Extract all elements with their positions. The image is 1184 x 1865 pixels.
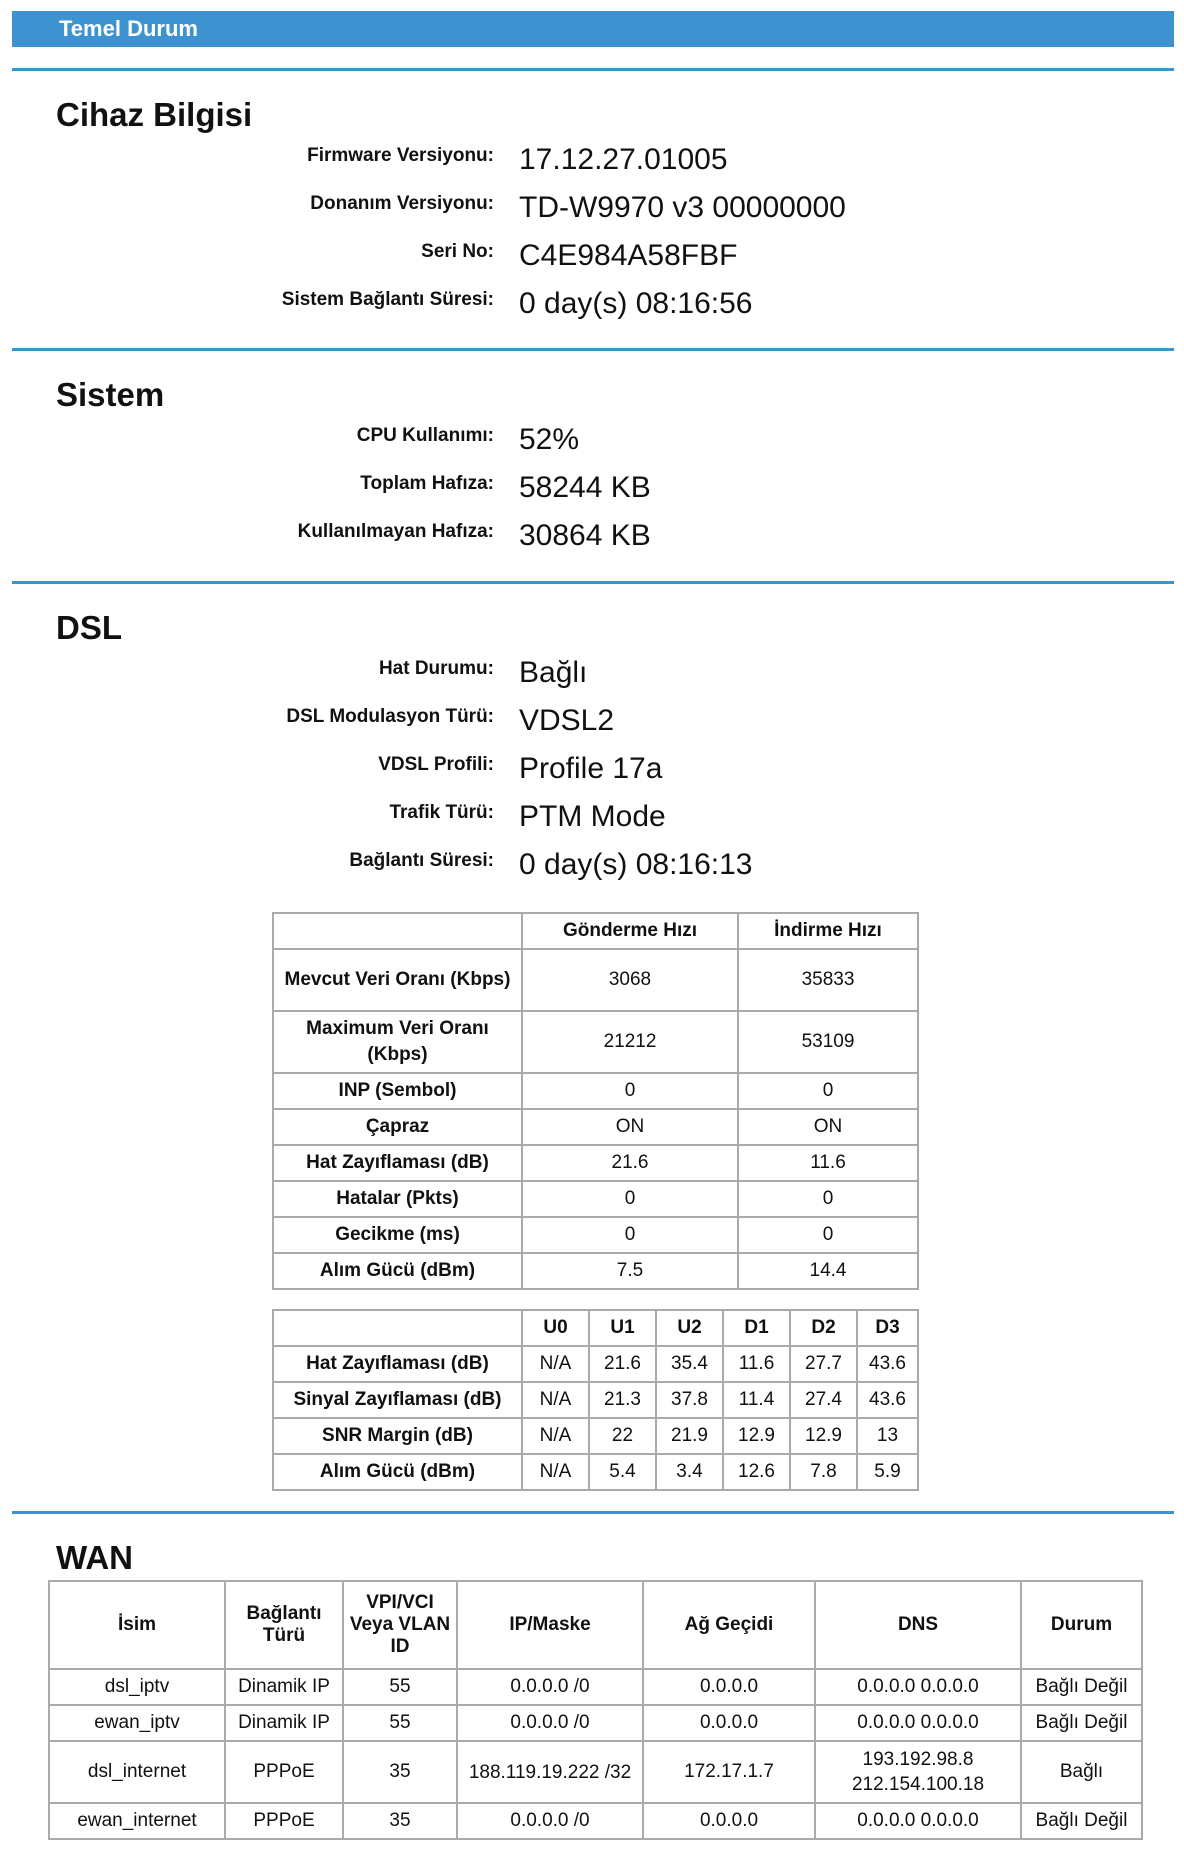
dsl-bands-table [272, 1309, 919, 1491]
table-row [273, 949, 918, 1011]
row-label: Gecikme (ms) [273, 1217, 522, 1253]
dsl-section-title: DSL [56, 609, 122, 646]
row-label: INP (Sembol) [273, 1073, 522, 1109]
band-cell: 43.6 [857, 1382, 918, 1418]
wan-name-cell: dsl_internet [49, 1741, 225, 1803]
system-section-title: Sistem [56, 376, 165, 413]
hardware-label: Donanım Versiyonu: [310, 193, 494, 214]
band-cell: N/A [522, 1418, 589, 1454]
table-row [49, 1803, 1142, 1839]
row-label: Alım Gücü (dBm) [273, 1454, 522, 1490]
page-header: Temel Durum [12, 11, 1174, 47]
wan-dns-cell: 193.192.98.8 212.154.100.18 [815, 1741, 1021, 1803]
row-label: Çapraz [273, 1109, 522, 1145]
wan-status-cell: Bağlı [1021, 1741, 1142, 1803]
table-row [273, 1073, 918, 1109]
row-label: Sinyal Zayıflaması (dB) [273, 1382, 522, 1418]
table-row [273, 1253, 918, 1289]
total-memory-value: 58244 KB [519, 471, 651, 504]
band-cell: 11.6 [723, 1346, 790, 1382]
band-cell: 7.8 [790, 1454, 857, 1490]
table-header-cell: U2 [656, 1310, 723, 1346]
free-memory-value: 30864 KB [519, 519, 651, 552]
traffic-type-value: PTM Mode [519, 800, 666, 833]
wan-table [48, 1580, 1143, 1840]
vdsl-profile-label: VDSL Profili: [378, 754, 494, 775]
table-header-cell: İsim [49, 1581, 225, 1669]
table-header-row [273, 913, 918, 949]
row-label: Hatalar (Pkts) [273, 1181, 522, 1217]
upstream-cell: 7.5 [522, 1253, 738, 1289]
table-row [273, 1217, 918, 1253]
connection-time-value: 0 day(s) 08:16:13 [519, 848, 753, 881]
line-status-value: Bağlı [519, 656, 588, 689]
band-cell: 27.4 [790, 1382, 857, 1418]
system-uptime-value: 0 day(s) 08:16:56 [519, 287, 753, 320]
table-row [49, 1705, 1142, 1741]
table-row [49, 1669, 1142, 1705]
band-cell: 22 [589, 1418, 656, 1454]
table-row [273, 1011, 918, 1073]
wan-name-cell: ewan_internet [49, 1803, 225, 1839]
table-header-cell: VPI/VCI Veya VLAN ID [343, 1581, 457, 1669]
table-header-cell: Ağ Geçidi [643, 1581, 815, 1669]
table-header-cell: U0 [522, 1310, 589, 1346]
band-cell: 27.7 [790, 1346, 857, 1382]
downstream-cell: 53109 [738, 1011, 918, 1073]
table-header-cell: D2 [790, 1310, 857, 1346]
wan-status-cell: Bağlı Değil [1021, 1803, 1142, 1839]
wan-vlan-cell: 35 [343, 1741, 457, 1803]
table-row [49, 1741, 1142, 1803]
wan-vlan-cell: 55 [343, 1669, 457, 1705]
upstream-cell: 3068 [522, 949, 738, 1011]
wan-ip-cell: 0.0.0.0 /0 [457, 1669, 643, 1705]
vdsl-profile-value: Profile 17a [519, 752, 663, 785]
total-memory-label: Toplam Hafıza: [360, 473, 494, 494]
system-uptime-label: Sistem Bağlantı Süresi: [281, 289, 494, 310]
wan-type-cell: Dinamik IP [225, 1705, 343, 1741]
upstream-cell: 21.6 [522, 1145, 738, 1181]
connection-time-label: Bağlantı Süresi: [349, 850, 494, 871]
device-section-title: Cihaz Bilgisi [56, 96, 253, 133]
band-cell: 35.4 [656, 1346, 723, 1382]
band-cell: N/A [522, 1346, 589, 1382]
band-cell: 37.8 [656, 1382, 723, 1418]
modulation-label: DSL Modulasyon Türü: [286, 706, 494, 727]
band-cell: 5.4 [589, 1454, 656, 1490]
table-header-cell: D3 [857, 1310, 918, 1346]
section-divider [12, 348, 1174, 351]
wan-ip-cell: 0.0.0.0 /0 [457, 1803, 643, 1839]
row-label: Hat Zayıflaması (dB) [273, 1145, 522, 1181]
section-divider [12, 581, 1174, 584]
band-cell: 5.9 [857, 1454, 918, 1490]
wan-gateway-cell: 0.0.0.0 [643, 1705, 815, 1741]
band-cell: 12.6 [723, 1454, 790, 1490]
table-header-cell: IP/Maske [457, 1581, 643, 1669]
downstream-cell: ON [738, 1109, 918, 1145]
modulation-value: VDSL2 [519, 704, 615, 737]
upstream-cell: 0 [522, 1181, 738, 1217]
row-label: Alım Gücü (dBm) [273, 1253, 522, 1289]
band-cell: N/A [522, 1382, 589, 1418]
row-label: Maximum Veri Oranı (Kbps) [273, 1011, 522, 1073]
wan-vlan-cell: 55 [343, 1705, 457, 1741]
band-cell: 21.9 [656, 1418, 723, 1454]
wan-vlan-cell: 35 [343, 1803, 457, 1839]
serial-label: Seri No: [421, 241, 494, 262]
band-cell: N/A [522, 1454, 589, 1490]
section-divider [12, 1511, 1174, 1514]
band-cell: 12.9 [790, 1418, 857, 1454]
table-row [273, 1109, 918, 1145]
table-row [273, 1382, 918, 1418]
upstream-cell: 21212 [522, 1011, 738, 1073]
wan-gateway-cell: 0.0.0.0 [643, 1803, 815, 1839]
upstream-cell: 0 [522, 1073, 738, 1109]
downstream-cell: 14.4 [738, 1253, 918, 1289]
band-cell: 21.3 [589, 1382, 656, 1418]
downstream-cell: 11.6 [738, 1145, 918, 1181]
serial-value: C4E984A58FBF [519, 239, 738, 272]
wan-gateway-cell: 172.17.1.7 [643, 1741, 815, 1803]
table-header-row [49, 1581, 1142, 1669]
line-status-label: Hat Durumu: [378, 658, 494, 679]
free-memory-label: Kullanılmayan Hafıza: [297, 521, 494, 542]
hardware-value: TD-W9970 v3 00000000 [519, 191, 846, 224]
table-header-cell: Bağlantı Türü [225, 1581, 343, 1669]
row-label: SNR Margin (dB) [273, 1418, 522, 1454]
wan-name-cell: ewan_iptv [49, 1705, 225, 1741]
table-header-cell: D1 [723, 1310, 790, 1346]
firmware-label: Firmware Versiyonu: [307, 145, 494, 166]
wan-section-title: WAN [56, 1539, 133, 1576]
upstream-cell: 0 [522, 1217, 738, 1253]
table-header-cell: Durum [1021, 1581, 1142, 1669]
row-label: Mevcut Veri Oranı (Kbps) [273, 949, 522, 1011]
downstream-cell: 35833 [738, 949, 918, 1011]
wan-status-cell: Bağlı Değil [1021, 1705, 1142, 1741]
wan-dns-cell: 0.0.0.0 0.0.0.0 [815, 1705, 1021, 1741]
wan-dns-cell: 0.0.0.0 0.0.0.0 [815, 1669, 1021, 1705]
cpu-usage-value: 52% [519, 423, 580, 456]
table-row [273, 1346, 918, 1382]
table-row [273, 1418, 918, 1454]
wan-ip-cell: 0.0.0.0 /0 [457, 1705, 643, 1741]
traffic-type-label: Trafik Türü: [389, 802, 494, 823]
wan-type-cell: Dinamik IP [225, 1669, 343, 1705]
band-cell: 11.4 [723, 1382, 790, 1418]
wan-gateway-cell: 0.0.0.0 [643, 1669, 815, 1705]
row-label: Hat Zayıflaması (dB) [273, 1346, 522, 1382]
band-cell: 3.4 [656, 1454, 723, 1490]
table-header-cell [273, 1310, 522, 1346]
table-row [273, 1454, 918, 1490]
wan-type-cell: PPPoE [225, 1741, 343, 1803]
wan-type-cell: PPPoE [225, 1803, 343, 1839]
wan-ip-cell: 188.119.19.222 /32 [457, 1741, 643, 1803]
wan-name-cell: dsl_iptv [49, 1669, 225, 1705]
cpu-usage-label: CPU Kullanımı: [356, 425, 494, 446]
downstream-cell: 0 [738, 1181, 918, 1217]
table-header-cell [273, 913, 522, 949]
table-row [273, 1145, 918, 1181]
wan-dns-cell: 0.0.0.0 0.0.0.0 [815, 1803, 1021, 1839]
wan-status-cell: Bağlı Değil [1021, 1669, 1142, 1705]
downstream-cell: 0 [738, 1073, 918, 1109]
table-header-row [273, 1310, 918, 1346]
band-cell: 13 [857, 1418, 918, 1454]
band-cell: 21.6 [589, 1346, 656, 1382]
firmware-value: 17.12.27.01005 [519, 143, 728, 176]
table-header-cell: DNS [815, 1581, 1021, 1669]
table-header-cell: İndirme Hızı [738, 913, 918, 949]
band-cell: 12.9 [723, 1418, 790, 1454]
table-header-cell: U1 [589, 1310, 656, 1346]
band-cell: 43.6 [857, 1346, 918, 1382]
table-row [273, 1181, 918, 1217]
table-header-cell: Gönderme Hızı [522, 913, 738, 949]
section-divider [12, 68, 1174, 71]
dsl-rates-table [272, 912, 919, 1290]
upstream-cell: ON [522, 1109, 738, 1145]
downstream-cell: 0 [738, 1217, 918, 1253]
